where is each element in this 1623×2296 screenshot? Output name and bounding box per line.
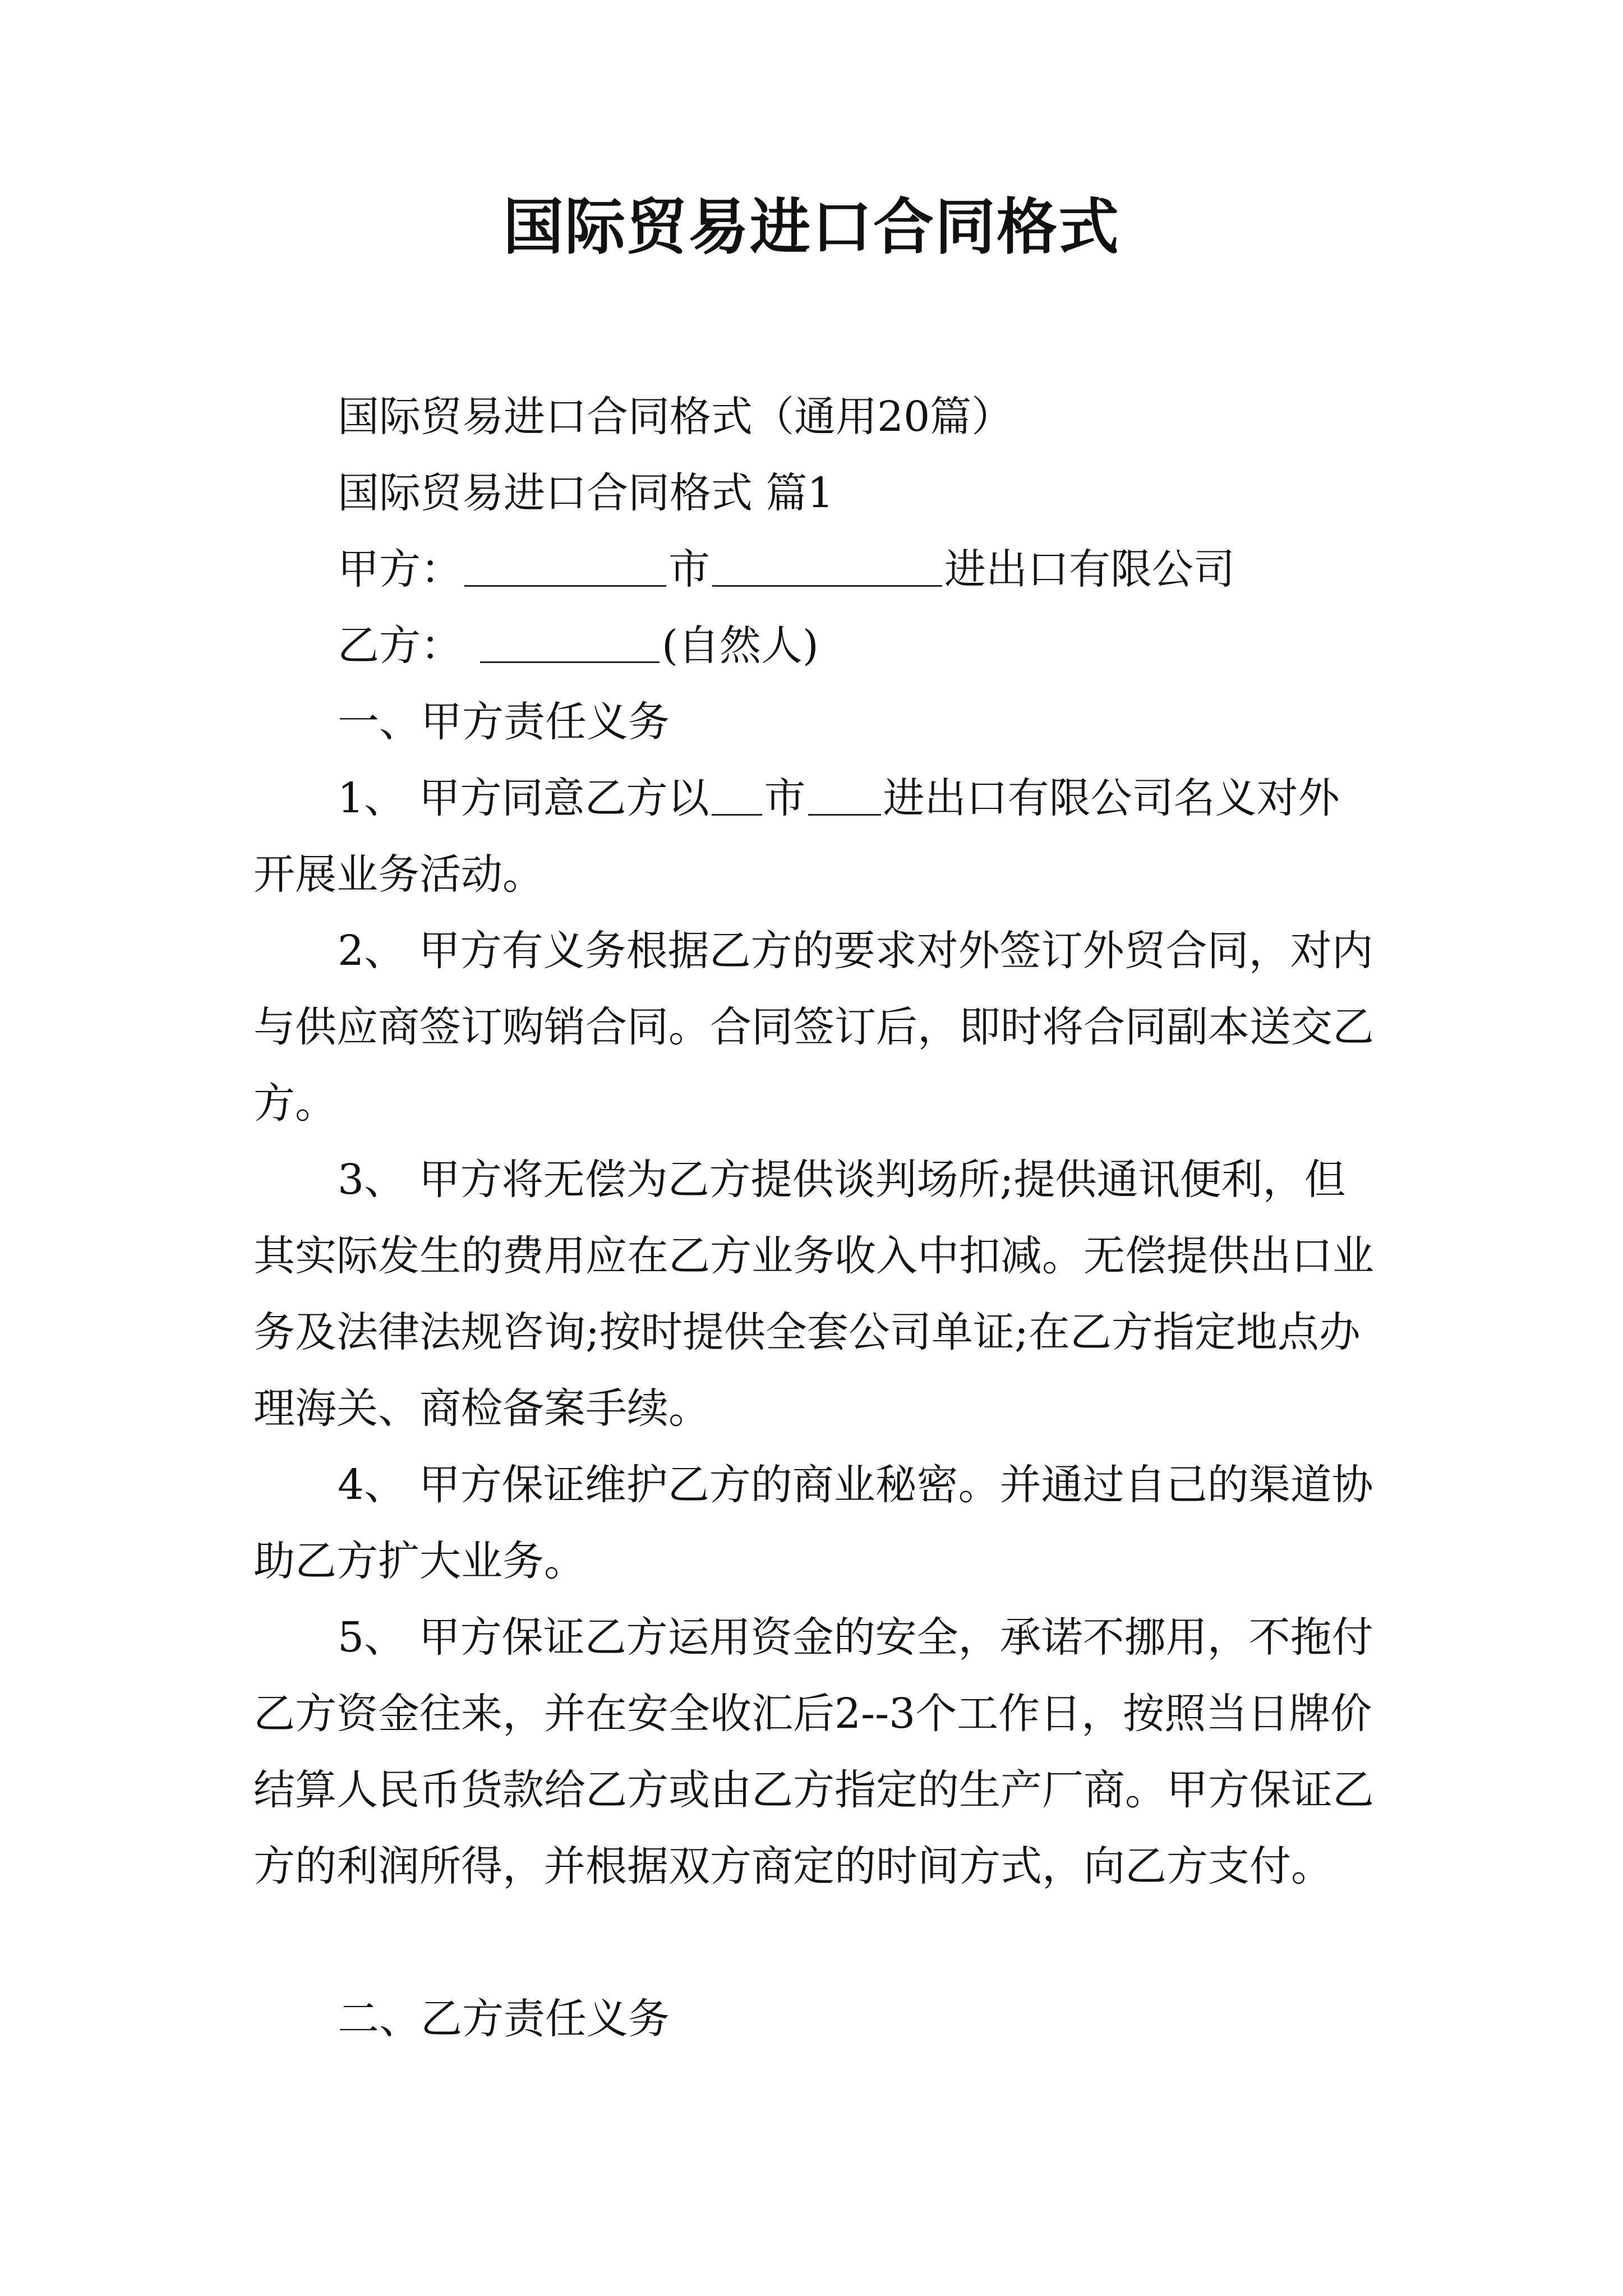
party-b-line: [338, 608, 819, 684]
party-b-name-blank: [480, 628, 660, 663]
item-5-paragraph: 5、 甲方保证乙方运用资金的安全，承诺不挪用，不拖付乙方资金往来，并在安全收汇后2--3个工作日，按照当日牌价结算人民币货款给乙方或由乙方指定的生产厂商。甲方保证乙方的利润所得，并根据双方商定的时间方式，向乙方支付。: [253, 1613, 1374, 1890]
item-1-rest: 进出口有限公司名义对外开展业务活动。: [253, 774, 1340, 899]
section-one-heading: 一、甲方责任义务: [338, 698, 670, 746]
item-3-paragraph: 3、 甲方将无偿为乙方提供谈判场所;提供通讯便利，但其实际发生的费用应在乙方业务收入中扣减。无偿提供出口业务及法律法规咨询;按时提供全套公司单证;在乙方指定地点办理海关、商检备案手续。: [253, 1156, 1374, 1433]
party-a-city-blank: [464, 551, 666, 587]
party-a-line: [338, 531, 1235, 608]
item-1-city: 市: [764, 774, 806, 822]
item-4-paragraph: 4、 甲方保证维护乙方的商业秘密。并通过自己的渠道协助乙方扩大业务。: [253, 1461, 1373, 1585]
party-b-note: (自然人): [662, 622, 819, 670]
party-a-company: 进出口有限公司: [944, 545, 1235, 593]
document-subtitle: 国际贸易进口合同格式（通用20篇）: [338, 393, 1013, 441]
item-1-company-blank: [808, 780, 881, 816]
item-2-paragraph: 2、 甲方有义务根据乙方的要求对外签订外贸合同，对内与供应商签订购销合同。合同签订后，即时将合同副本送交乙方。: [253, 927, 1374, 1128]
section-title: 国际贸易进口合同格式 篇1: [338, 469, 834, 517]
document-title: 国际贸易进口合同格式: [502, 192, 1120, 263]
item-1-prefix: 1、 甲方同意乙方以: [338, 774, 709, 822]
party-a-city: 市: [668, 545, 710, 593]
item-1-paragraph: [253, 760, 1381, 913]
party-b-label: 乙方：: [338, 622, 462, 670]
item-1-city-blank: [712, 780, 762, 816]
section-two-heading: 二、乙方责任义务: [338, 1995, 670, 2043]
party-a-label: 甲方：: [338, 545, 462, 593]
party-a-company-blank: [712, 551, 942, 587]
